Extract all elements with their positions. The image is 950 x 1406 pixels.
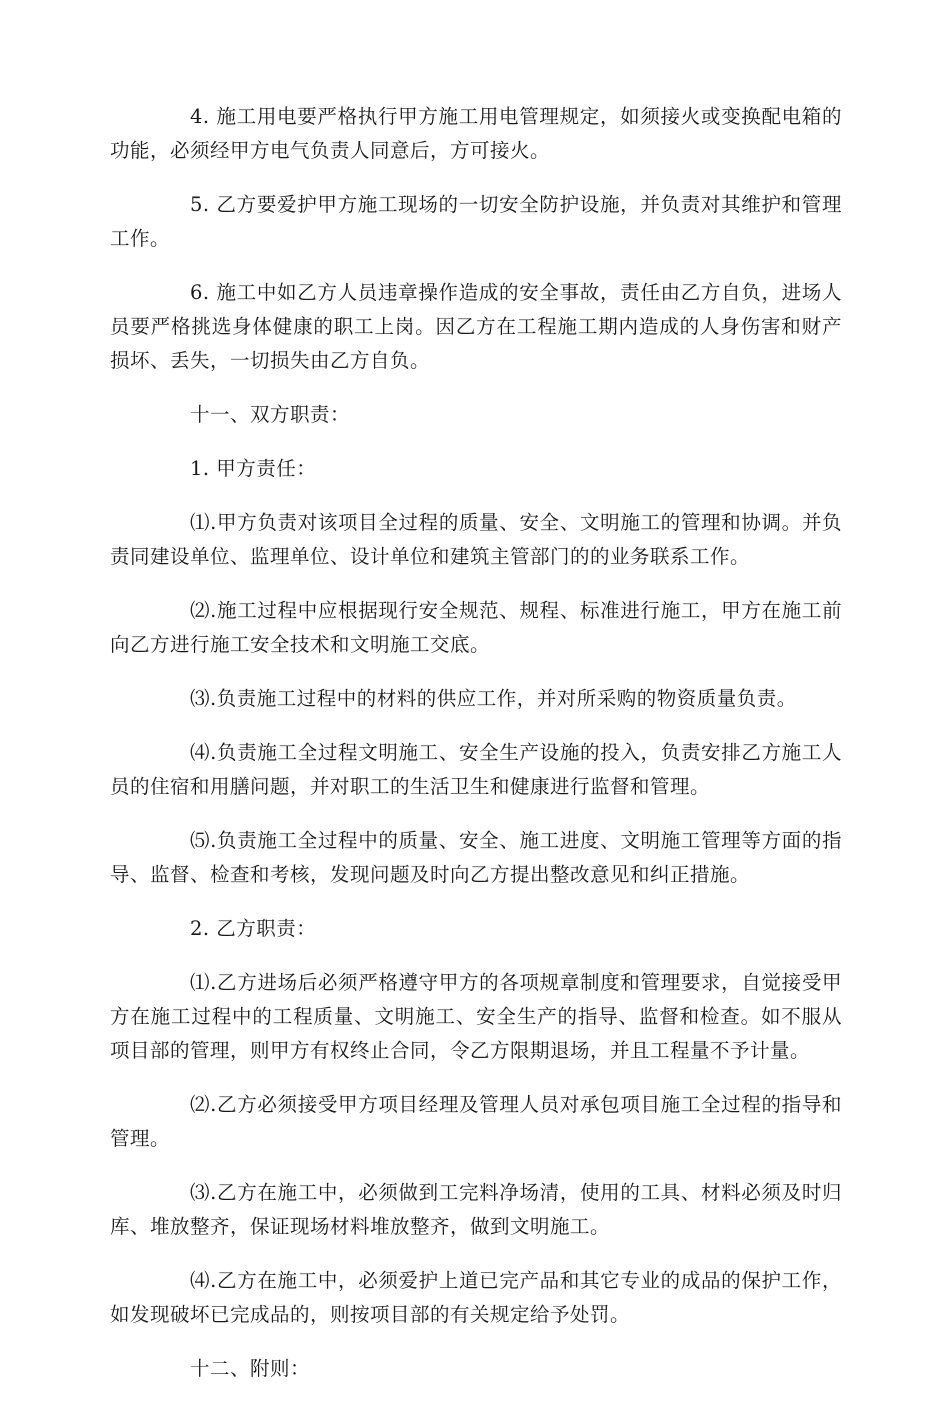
document-body [110,100,842,1406]
section-12-heading: 十二、附则： [190,1357,311,1380]
clause-5-safety-facilities: 5. 乙方要爱护甲方施工现场的一切安全防护设施，并负责对其维护和管理工作。 [110,193,842,250]
party-a-item-1: ⑴.甲方负责对该项目全过程的质量、安全、文明施工的管理和协调。并负责同建设单位、监理单位、设计单位和建筑主管部门的的业务联系工作。 [110,511,842,568]
party-b-item-1: ⑴.乙方进场后必须严格遵守甲方的各项规章制度和管理要求，自觉接受甲方在施工过程中的工程质量、文明施工、安全生产的指导、监督和检查。如不服从项目部的管理，则甲方有权终止合同，令乙方限期退场，并且工程量不予计量。 [110,971,842,1062]
clause-6-accident-liability: 6. 施工中如乙方人员违章操作造成的安全事故，责任由乙方自负，进场人员要严格挑选身体健康的职工上岗。因乙方在工程施工期内造成的人身伤害和财产损坏、丢失，一切损失由乙方自负。 [110,281,842,372]
clause-4-electricity: 4. 施工用电要严格执行甲方施工用电管理规定，如须接火或变换配电箱的功能，必须经甲方电气负责人同意后，方可接火。 [110,105,842,162]
party-b-item-4: ⑷.乙方在施工中，必须爱护上道已完产品和其它专业的成品的保护工作，如发现破坏已完成品的，则按项目部的有关规定给予处罚。 [110,1269,842,1326]
party-a-item-3: ⑶.负责施工过程中的材料的供应工作，并对所采购的物资质量负责。 [190,687,797,710]
section-11-heading: 十一、双方职责： [190,403,351,426]
party-a-item-5: ⑸.负责施工全过程中的质量、安全、施工进度、文明施工管理等方面的指导、监督、检查和考核，发现问题及时向乙方提出整改意见和纠正措施。 [110,829,842,886]
party-a-item-4: ⑷.负责施工全过程文明施工、安全生产设施的投入，负责安排乙方施工人员的住宿和用膳问题，并对职工的生活卫生和健康进行监督和管理。 [110,741,842,798]
party-a-responsibilities-heading: 1. 甲方责任： [190,457,317,480]
party-a-item-2: ⑵.施工过程中应根据现行安全规范、规程、标准进行施工，甲方在施工前向乙方进行施工安全技术和文明施工交底。 [110,599,842,656]
party-b-item-2: ⑵.乙方必须接受甲方项目经理及管理人员对承包项目施工全过程的指导和管理。 [110,1093,842,1150]
party-b-item-3: ⑶.乙方在施工中，必须做到工完料净场清，使用的工具、材料必须及时归库、堆放整齐，保证现场材料堆放整齐，做到文明施工。 [110,1181,842,1238]
party-b-responsibilities-heading: 2. 乙方职责： [190,917,317,940]
